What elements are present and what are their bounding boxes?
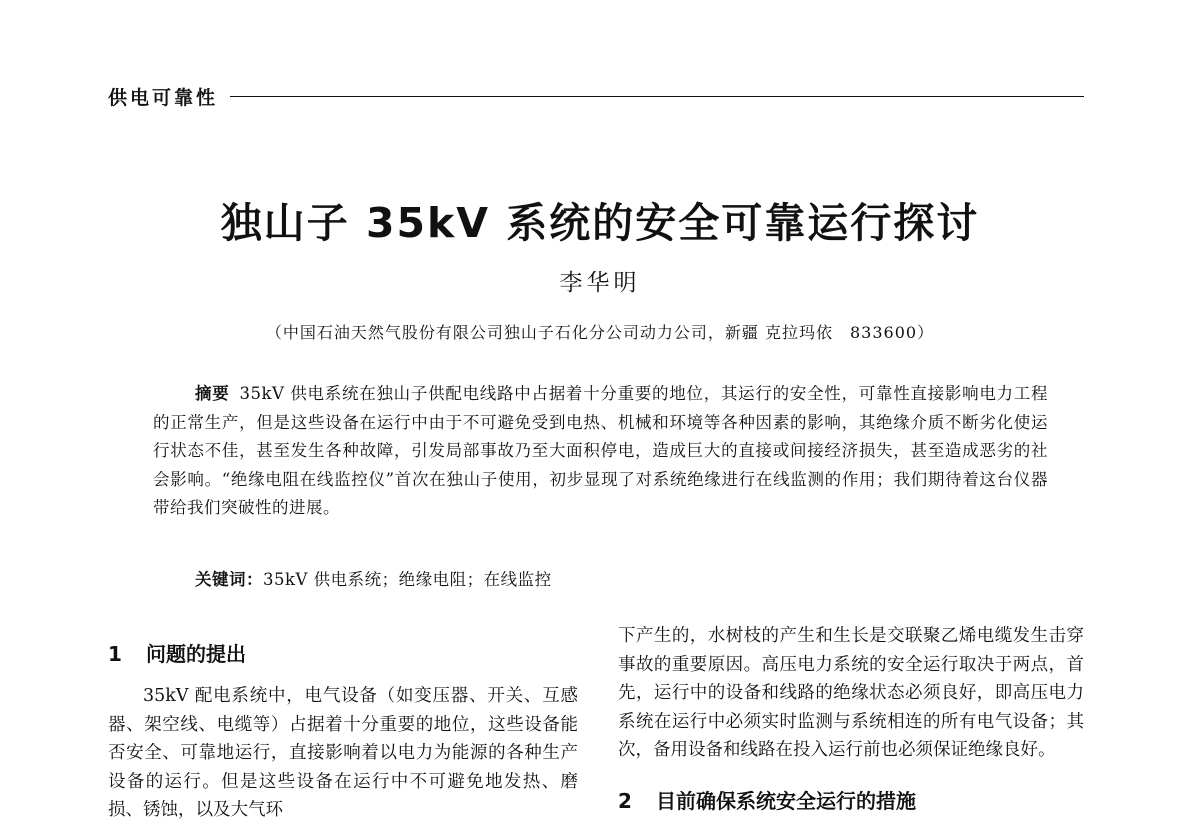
body-column-right bbox=[618, 622, 1084, 829]
header-rule bbox=[230, 96, 1084, 97]
keywords bbox=[195, 566, 552, 590]
author-name: 李华明 bbox=[559, 270, 641, 296]
author-affiliation: （中国石油天然气股份有限公司独山子石化分公司动力公司，新疆 克拉玛依 833600） bbox=[265, 323, 935, 342]
abstract bbox=[153, 380, 1048, 523]
section-heading-1 bbox=[108, 640, 578, 668]
abstract-text: 35kV 供电系统在独山子供配电线路中占据着十分重要的地位，其运行的安全性，可靠性直接影响电力工程的正常生产，但是这些设备在运行中由于不可避免受到电热、机械和环境等各种因素的影响，其绝缘介质不断劣化使运行状态不佳，甚至发生各种故障，引发局部事故乃至大面积停电，造成巨大的直接或间接经济损失，甚至造成恶劣的社会影响。“绝缘电阻在线监控仪”首次在独山子使用，初步显现了对系统绝缘进行在线监测的作用；我们期待着这台仪器带给我们突破性的进展。 bbox=[153, 384, 1049, 518]
section-number-1: 1 bbox=[108, 642, 122, 666]
section-1-paragraph: 35kV 配电系统中，电气设备（如变压器、开关、互感器、架空线、电缆等）占据着十分重要的地位，这些设备能否安全、可靠地运行，直接影响着以电力为能源的各种生产设备的运行。但是这些设备在运行中不可避免地发热、磨损、锈蚀，以及大气环 bbox=[108, 686, 578, 820]
section-heading-2 bbox=[618, 787, 1084, 815]
section-title-1: 问题的提出 bbox=[146, 642, 246, 666]
right-column-paragraph: 下产生的，水树枝的产生和生长是交联聚乙烯电缆发生击穿事故的重要原因。高压电力系统的安全运行取决于两点，首先，运行中的设备和线路的绝缘状态必须良好，即高压电力系统在运行中必须实时监测与系统相连的所有电气设备；其次，备用设备和线路在投入运行前也必须保证绝缘良好。 bbox=[618, 626, 1084, 760]
article-title: 独山子 35kV 系统的安全可靠运行探讨 bbox=[220, 199, 980, 247]
running-header bbox=[108, 82, 1084, 110]
running-header-label: 供电可靠性 bbox=[108, 86, 219, 109]
abstract-label: 摘要 bbox=[195, 384, 230, 403]
section-title-2: 目前确保系统安全运行的措施 bbox=[656, 788, 916, 813]
body-column-left bbox=[108, 620, 578, 825]
section-number-2: 2 bbox=[618, 788, 632, 813]
keywords-text: 35kV 供电系统；绝缘电阻；在线监控 bbox=[263, 570, 552, 589]
keywords-label: 关键词： bbox=[195, 570, 263, 589]
